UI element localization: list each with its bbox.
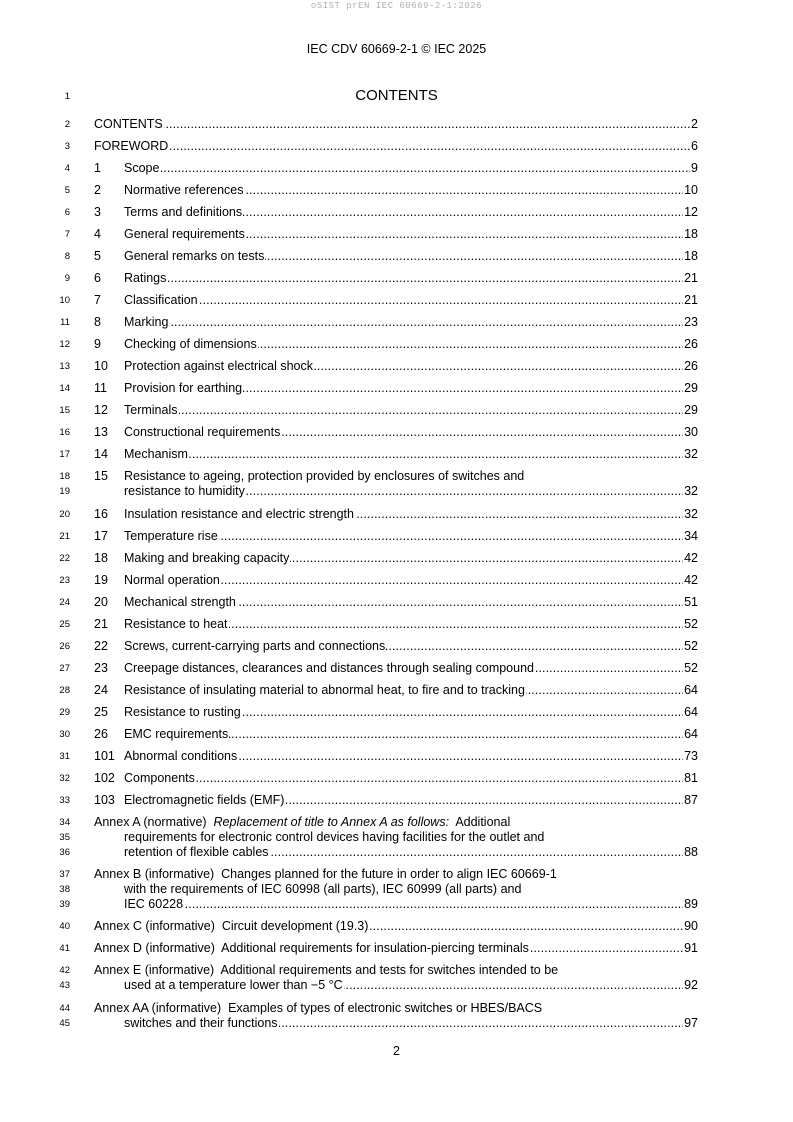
toc-entry[interactable]: [94, 815, 698, 860]
section-title-italic: Replacement of title to Annex A as follows:: [213, 815, 450, 829]
page-ref: 81: [684, 771, 698, 785]
line-number: 15: [59, 405, 70, 416]
section-title: General requirements: [124, 227, 245, 241]
line-number: 26: [59, 641, 70, 652]
section-number: 25: [94, 705, 108, 719]
toc-entry[interactable]: [94, 963, 698, 993]
section-number: 103: [94, 793, 115, 807]
dot-leader: [124, 771, 698, 786]
page-ref: 42: [684, 551, 698, 565]
page-ref: 87: [684, 793, 698, 807]
section-title: Terms and definitions: [124, 205, 243, 219]
page-ref: 89: [684, 897, 698, 911]
toc-entry[interactable]: [94, 425, 698, 440]
line-number: 30: [59, 729, 70, 740]
page-ref: 26: [684, 337, 698, 351]
section-title: Electromagnetic fields (EMF): [124, 793, 285, 807]
page-ref: 91: [684, 941, 698, 955]
section-title-continuation: resistance to humidity: [124, 484, 245, 498]
line-number: 12: [59, 339, 70, 350]
section-title: General remarks on tests: [124, 249, 265, 263]
section-number: 20: [94, 595, 108, 609]
page-ref: 32: [684, 447, 698, 461]
line-number: 7: [64, 229, 70, 240]
section-title: Marking: [124, 315, 169, 329]
toc-entry[interactable]: [94, 793, 698, 808]
section-title: Abnormal conditions: [124, 749, 238, 763]
dot-leader: [124, 271, 698, 286]
section-title: Resistance to heat: [124, 617, 228, 631]
line-number: 21: [59, 531, 70, 542]
page-ref: 32: [684, 507, 698, 521]
page-ref: 52: [684, 639, 698, 653]
line-number: 38: [59, 884, 70, 895]
section-title: Creepage distances, clearances and distances through sealing compound: [124, 661, 534, 675]
section-number: 26: [94, 727, 108, 741]
page-ref: 51: [684, 595, 698, 609]
line-number: 1: [64, 91, 70, 102]
section-title-tail: Additional: [449, 815, 511, 829]
section-title: Annex E (informative) Additional requirements and tests for switches intended to be: [94, 963, 559, 977]
section-number: 2: [94, 183, 101, 197]
section-number: 4: [94, 227, 101, 241]
line-number: 11: [60, 317, 70, 328]
toc-entry[interactable]: [94, 551, 698, 566]
line-number: 37: [59, 869, 70, 880]
line-number: 45: [59, 1018, 70, 1029]
toc-entry[interactable]: [94, 117, 698, 132]
toc-entry[interactable]: [94, 271, 698, 286]
section-number: 15: [94, 469, 108, 483]
section-title: Classification: [124, 293, 198, 307]
toc-entry[interactable]: [94, 639, 698, 654]
section-title-prefix: Annex A (normative): [94, 815, 214, 829]
section-title-continuation: switches and their functions: [124, 1016, 278, 1030]
line-number: 25: [59, 619, 70, 630]
section-number: 101: [94, 749, 115, 763]
section-title: EMC requirements: [124, 727, 229, 741]
page-ref: 32: [684, 484, 698, 498]
section-number: 24: [94, 683, 108, 697]
page-title: CONTENTS: [355, 87, 438, 104]
toc-entry[interactable]: [94, 139, 698, 154]
line-number: 16: [59, 427, 70, 438]
section-number: 17: [94, 529, 108, 543]
line-number: 13: [59, 361, 70, 372]
dot-leader: [124, 447, 698, 462]
dot-leader: [124, 293, 698, 308]
section-title: [94, 815, 511, 829]
section-title: Constructional requirements: [124, 425, 281, 439]
section-title-continuation: with the requirements of IEC 60998 (all parts), IEC 60999 (all parts) and: [124, 882, 522, 896]
line-number: 10: [59, 295, 70, 306]
section-number: 1: [94, 161, 101, 175]
toc-entry[interactable]: [94, 771, 698, 786]
toc-entry[interactable]: [94, 919, 698, 934]
section-number: 9: [94, 337, 101, 351]
section-title: CONTENTS: [94, 117, 163, 131]
section-number: 102: [94, 771, 115, 785]
line-number: 42: [59, 965, 70, 976]
line-number: 29: [59, 707, 70, 718]
section-title-continuation: requirements for electronic control devices having facilities for the outlet and: [124, 830, 545, 844]
page-ref: 52: [684, 617, 698, 631]
section-title: Mechanical strength: [124, 595, 236, 609]
toc-entry[interactable]: [94, 507, 698, 522]
section-number: 10: [94, 359, 108, 373]
line-number: 31: [59, 751, 70, 762]
page-ref: 29: [684, 403, 698, 417]
line-number: 9: [64, 273, 70, 284]
section-title: Protection against electrical shock: [124, 359, 313, 373]
toc-entry[interactable]: [94, 227, 698, 242]
section-title: Ratings: [124, 271, 167, 285]
toc-entry[interactable]: [94, 403, 698, 418]
section-title: Insulation resistance and electric strength: [124, 507, 354, 521]
line-number: 19: [59, 486, 70, 497]
page-ref: 26: [684, 359, 698, 373]
line-number: 39: [59, 899, 70, 910]
section-title: FOREWORD: [94, 139, 169, 153]
section-number: 21: [94, 617, 108, 631]
section-number: 5: [94, 249, 101, 263]
document-header: IEC CDV 60669-2-1 © IEC 2025: [306, 42, 487, 56]
page-ref: 64: [684, 727, 698, 741]
section-title: Annex AA (informative) Examples of types of electronic switches or HBES/BACS: [94, 1001, 543, 1015]
section-title: Components: [124, 771, 195, 785]
toc-entry[interactable]: [94, 661, 698, 676]
dot-leader: [124, 161, 698, 176]
page-ref: 10: [684, 183, 698, 197]
dot-leader: [94, 139, 698, 154]
toc-entry[interactable]: [94, 595, 698, 610]
toc-entry[interactable]: [94, 727, 698, 742]
section-title: Screws, current-carrying parts and connections: [124, 639, 386, 653]
toc-entry[interactable]: [94, 529, 698, 544]
page-ref: 90: [684, 919, 698, 933]
page-ref: 18: [684, 227, 698, 241]
section-title: Resistance to ageing, protection provided by enclosures of switches and: [124, 469, 525, 483]
page-ref: 21: [684, 271, 698, 285]
section-title: Checking of dimensions: [124, 337, 257, 351]
page-ref: 97: [684, 1016, 698, 1030]
page-ref: 23: [684, 315, 698, 329]
line-number: 28: [59, 685, 70, 696]
toc-entry[interactable]: [94, 249, 698, 264]
section-number: 23: [94, 661, 108, 675]
toc-entry[interactable]: [94, 705, 698, 720]
toc-entry[interactable]: [94, 617, 698, 632]
line-number: 44: [59, 1003, 70, 1014]
watermark: oSIST prEN IEC 60669-2-1:2026: [310, 1, 483, 11]
section-title-continuation: used at a temperature lower than −5 °C: [124, 978, 343, 992]
page-ref: 29: [684, 381, 698, 395]
line-number: 36: [59, 847, 70, 858]
toc-entry[interactable]: [94, 205, 698, 220]
section-number: 22: [94, 639, 108, 653]
page-ref: 9: [691, 161, 698, 175]
section-title-continuation: IEC 60228: [124, 897, 184, 911]
section-title: Resistance of insulating material to abnormal heat, to fire and to tracking: [124, 683, 525, 697]
line-number: 2: [64, 119, 70, 130]
section-title: Annex B (informative) Changes planned for the future in order to align IEC 60669-1: [94, 867, 557, 881]
page-number: 2: [393, 1044, 400, 1058]
section-title-continuation: retention of flexible cables: [124, 845, 269, 859]
line-number: 4: [64, 163, 70, 174]
page-ref: 73: [684, 749, 698, 763]
toc-entry[interactable]: [94, 573, 698, 588]
section-title: Normal operation: [124, 573, 220, 587]
toc-entry[interactable]: [94, 447, 698, 462]
dot-leader: [124, 897, 698, 912]
section-number: 13: [94, 425, 108, 439]
toc-entry[interactable]: [94, 359, 698, 374]
page-ref: 21: [684, 293, 698, 307]
section-title: Resistance to rusting: [124, 705, 241, 719]
toc-entry[interactable]: [94, 469, 698, 499]
toc-entry[interactable]: [94, 867, 698, 912]
toc-entry[interactable]: [94, 337, 698, 352]
section-title: Annex C (informative) Circuit development (19.3): [94, 919, 369, 933]
toc-entry[interactable]: [94, 749, 698, 764]
section-number: 7: [94, 293, 101, 307]
section-title: Provision for earthing: [124, 381, 243, 395]
section-number: 16: [94, 507, 108, 521]
toc-entry[interactable]: [94, 161, 698, 176]
page-ref: 64: [684, 705, 698, 719]
page-ref: 12: [684, 205, 698, 219]
section-title: Normative references: [124, 183, 244, 197]
section-title: Temperature rise: [124, 529, 218, 543]
page-ref: 52: [684, 661, 698, 675]
line-number: 34: [59, 817, 70, 828]
section-title: Scope: [124, 161, 160, 175]
page-ref: 42: [684, 573, 698, 587]
section-title: Mechanism: [124, 447, 188, 461]
line-number: 41: [59, 943, 70, 954]
section-number: 12: [94, 403, 108, 417]
line-number: 23: [59, 575, 70, 586]
toc-entry[interactable]: [94, 183, 698, 198]
section-number: 3: [94, 205, 101, 219]
page-ref: 18: [684, 249, 698, 263]
line-number: 33: [59, 795, 70, 806]
toc-entry[interactable]: [94, 293, 698, 308]
line-number: 14: [59, 383, 70, 394]
line-number: 8: [64, 251, 70, 262]
section-number: 8: [94, 315, 101, 329]
line-number: 32: [59, 773, 70, 784]
line-number: 3: [64, 141, 70, 152]
line-number: 6: [64, 207, 70, 218]
page-ref: 30: [684, 425, 698, 439]
section-number: 14: [94, 447, 108, 461]
toc-entry[interactable]: [94, 381, 698, 396]
line-number: 27: [59, 663, 70, 674]
dot-leader: [124, 315, 698, 330]
toc-entry[interactable]: [94, 315, 698, 330]
line-number: 17: [59, 449, 70, 460]
section-number: 19: [94, 573, 108, 587]
page-ref: 92: [684, 978, 698, 992]
section-title: Annex D (informative) Additional requirements for insulation-piercing terminals: [94, 941, 529, 955]
dot-leader: [124, 403, 698, 418]
page-ref: 6: [691, 139, 698, 153]
line-number: 24: [59, 597, 70, 608]
page-ref: 88: [684, 845, 698, 859]
line-number: 5: [64, 185, 70, 196]
page-ref: 64: [684, 683, 698, 697]
page-ref: 34: [684, 529, 698, 543]
line-number: 18: [59, 471, 70, 482]
section-number: 18: [94, 551, 108, 565]
toc-entry[interactable]: [94, 941, 698, 956]
section-title: Making and breaking capacity: [124, 551, 290, 565]
line-number: 20: [59, 509, 70, 520]
line-number: 43: [59, 980, 70, 991]
dot-leader: [94, 117, 698, 132]
section-number: 6: [94, 271, 101, 285]
toc-entry[interactable]: [94, 1001, 698, 1031]
line-number: 22: [59, 553, 70, 564]
page-ref: 2: [691, 117, 698, 131]
toc-entry[interactable]: [94, 683, 698, 698]
section-title: Terminals: [124, 403, 178, 417]
section-number: 11: [94, 381, 107, 395]
line-number: 40: [59, 921, 70, 932]
line-number: 35: [59, 832, 70, 843]
